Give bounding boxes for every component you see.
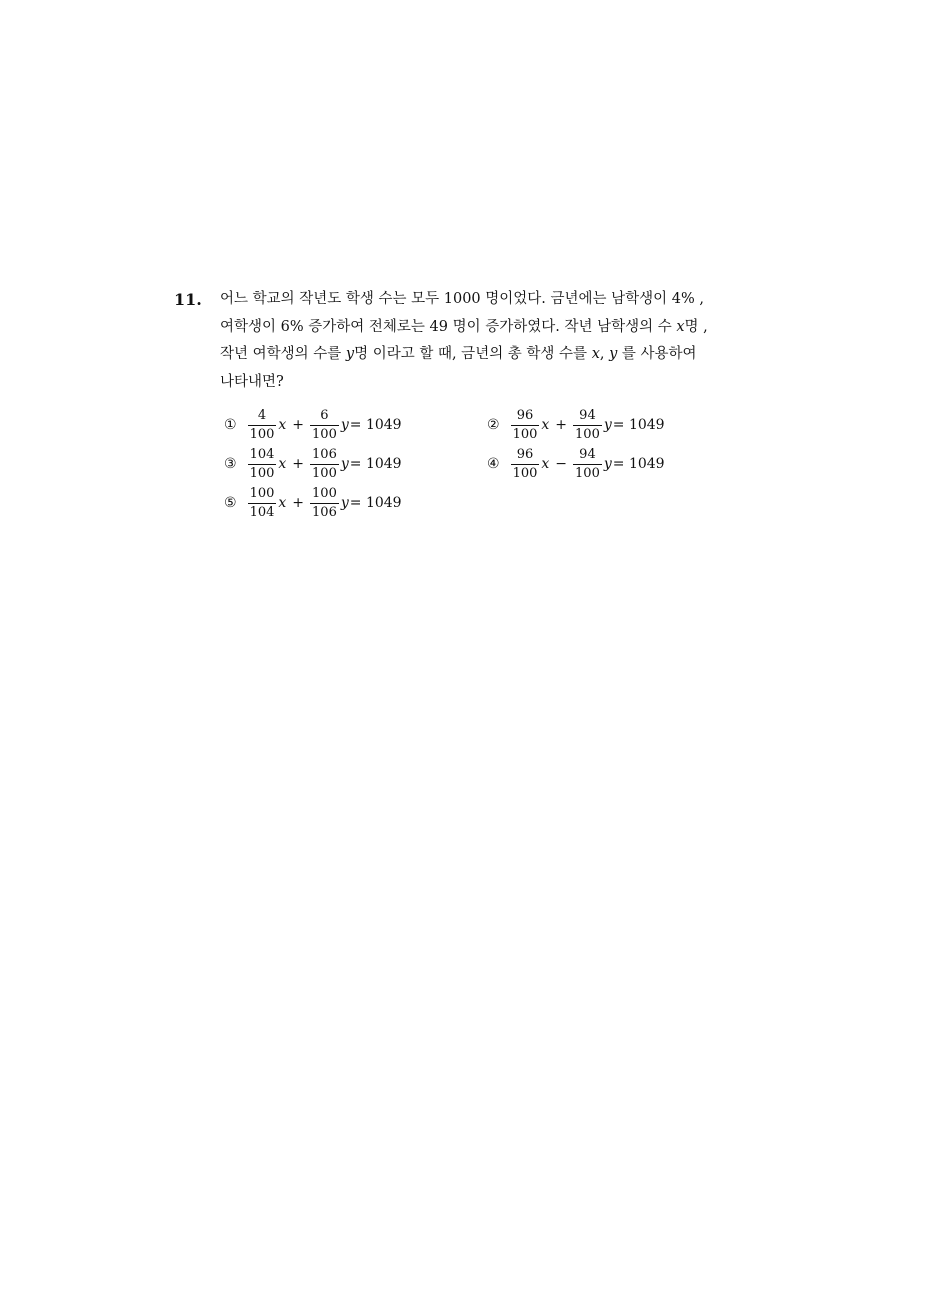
denominator: 100 bbox=[249, 426, 275, 442]
numerator: 106 bbox=[312, 446, 337, 462]
question-number: 11. bbox=[174, 290, 202, 309]
operator: + bbox=[292, 417, 305, 433]
variable-x: x bbox=[278, 456, 287, 472]
fraction bbox=[310, 448, 339, 481]
equation-rhs: = 1049 bbox=[612, 417, 665, 433]
numerator: 104 bbox=[249, 446, 275, 462]
variable-y: y bbox=[340, 417, 349, 433]
choice-3[interactable] bbox=[224, 445, 402, 483]
denominator: 100 bbox=[312, 465, 337, 481]
stem-text: 여학생이 6% 증가하여 전체로는 49 명이 증가하였다. 작년 남학생의 수 bbox=[220, 318, 677, 335]
numerator: 100 bbox=[312, 485, 337, 501]
fraction bbox=[511, 448, 540, 481]
numerator: 96 bbox=[516, 407, 534, 423]
denominator: 100 bbox=[575, 426, 600, 442]
variable-y: y bbox=[340, 456, 349, 472]
stem-line-3 bbox=[220, 341, 760, 369]
numerator: 94 bbox=[579, 407, 596, 423]
choice-2[interactable] bbox=[487, 406, 665, 444]
denominator: 100 bbox=[249, 465, 275, 481]
equation-rhs: = 1049 bbox=[349, 417, 402, 433]
numerator: 100 bbox=[249, 485, 275, 501]
denominator: 104 bbox=[249, 504, 275, 520]
choice-marker: ② bbox=[487, 417, 500, 433]
numerator: 4 bbox=[257, 407, 267, 423]
choice-marker: ① bbox=[224, 417, 237, 433]
question-stem bbox=[220, 286, 760, 396]
fraction bbox=[310, 487, 339, 520]
equation-rhs: = 1049 bbox=[349, 456, 402, 472]
fraction bbox=[573, 409, 602, 442]
choice-marker: ④ bbox=[487, 456, 500, 472]
denominator: 100 bbox=[312, 426, 337, 442]
variable-x: x bbox=[278, 495, 287, 511]
variable-x: x bbox=[278, 417, 287, 433]
stem-line-2 bbox=[220, 314, 760, 342]
fraction bbox=[511, 409, 540, 442]
numerator: 6 bbox=[320, 407, 329, 423]
choice-1[interactable] bbox=[224, 406, 402, 444]
variable-y: y bbox=[345, 346, 355, 362]
choice-marker: ⑤ bbox=[224, 495, 237, 511]
fraction bbox=[248, 487, 277, 520]
variable-y: y bbox=[603, 417, 612, 433]
fraction bbox=[573, 448, 602, 481]
stem-text: 나타내면? bbox=[220, 373, 284, 390]
operator: + bbox=[555, 417, 568, 433]
choice-marker: ③ bbox=[224, 456, 237, 472]
stem-text: , bbox=[599, 346, 610, 362]
stem-text: 작년 여학생의 수를 bbox=[220, 346, 346, 362]
fraction bbox=[248, 448, 277, 481]
stem-text: 명 , bbox=[684, 318, 708, 335]
variable-x: x bbox=[591, 346, 600, 362]
equation-rhs: = 1049 bbox=[612, 456, 665, 472]
denominator: 100 bbox=[512, 465, 538, 481]
choice-4[interactable] bbox=[487, 445, 665, 483]
variable-x: x bbox=[541, 417, 550, 433]
variable-y: y bbox=[609, 346, 618, 362]
denominator: 100 bbox=[575, 465, 600, 481]
stem-line-4 bbox=[220, 369, 760, 397]
fraction bbox=[248, 409, 277, 442]
variable-x: x bbox=[541, 456, 550, 472]
choice-5[interactable] bbox=[224, 484, 402, 522]
operator: − bbox=[555, 456, 568, 472]
stem-text: 를 사용하여 bbox=[617, 346, 697, 362]
operator: + bbox=[292, 456, 305, 472]
variable-x: x bbox=[676, 318, 685, 335]
variable-y: y bbox=[340, 495, 349, 511]
equation-rhs: = 1049 bbox=[349, 495, 402, 511]
denominator: 106 bbox=[312, 504, 337, 520]
numerator: 96 bbox=[516, 446, 534, 462]
stem-text: 어느 학교의 작년도 학생 수는 모두 1000 명이었다. 금년에는 남학생이 4% , bbox=[220, 291, 705, 307]
denominator: 100 bbox=[512, 426, 538, 442]
fraction bbox=[310, 409, 339, 442]
stem-text: 명 이라고 할 때, 금년의 총 학생 수를 bbox=[354, 346, 592, 362]
variable-y: y bbox=[603, 456, 612, 472]
stem-line-1 bbox=[220, 286, 760, 314]
operator: + bbox=[292, 495, 305, 511]
numerator: 94 bbox=[579, 446, 596, 462]
